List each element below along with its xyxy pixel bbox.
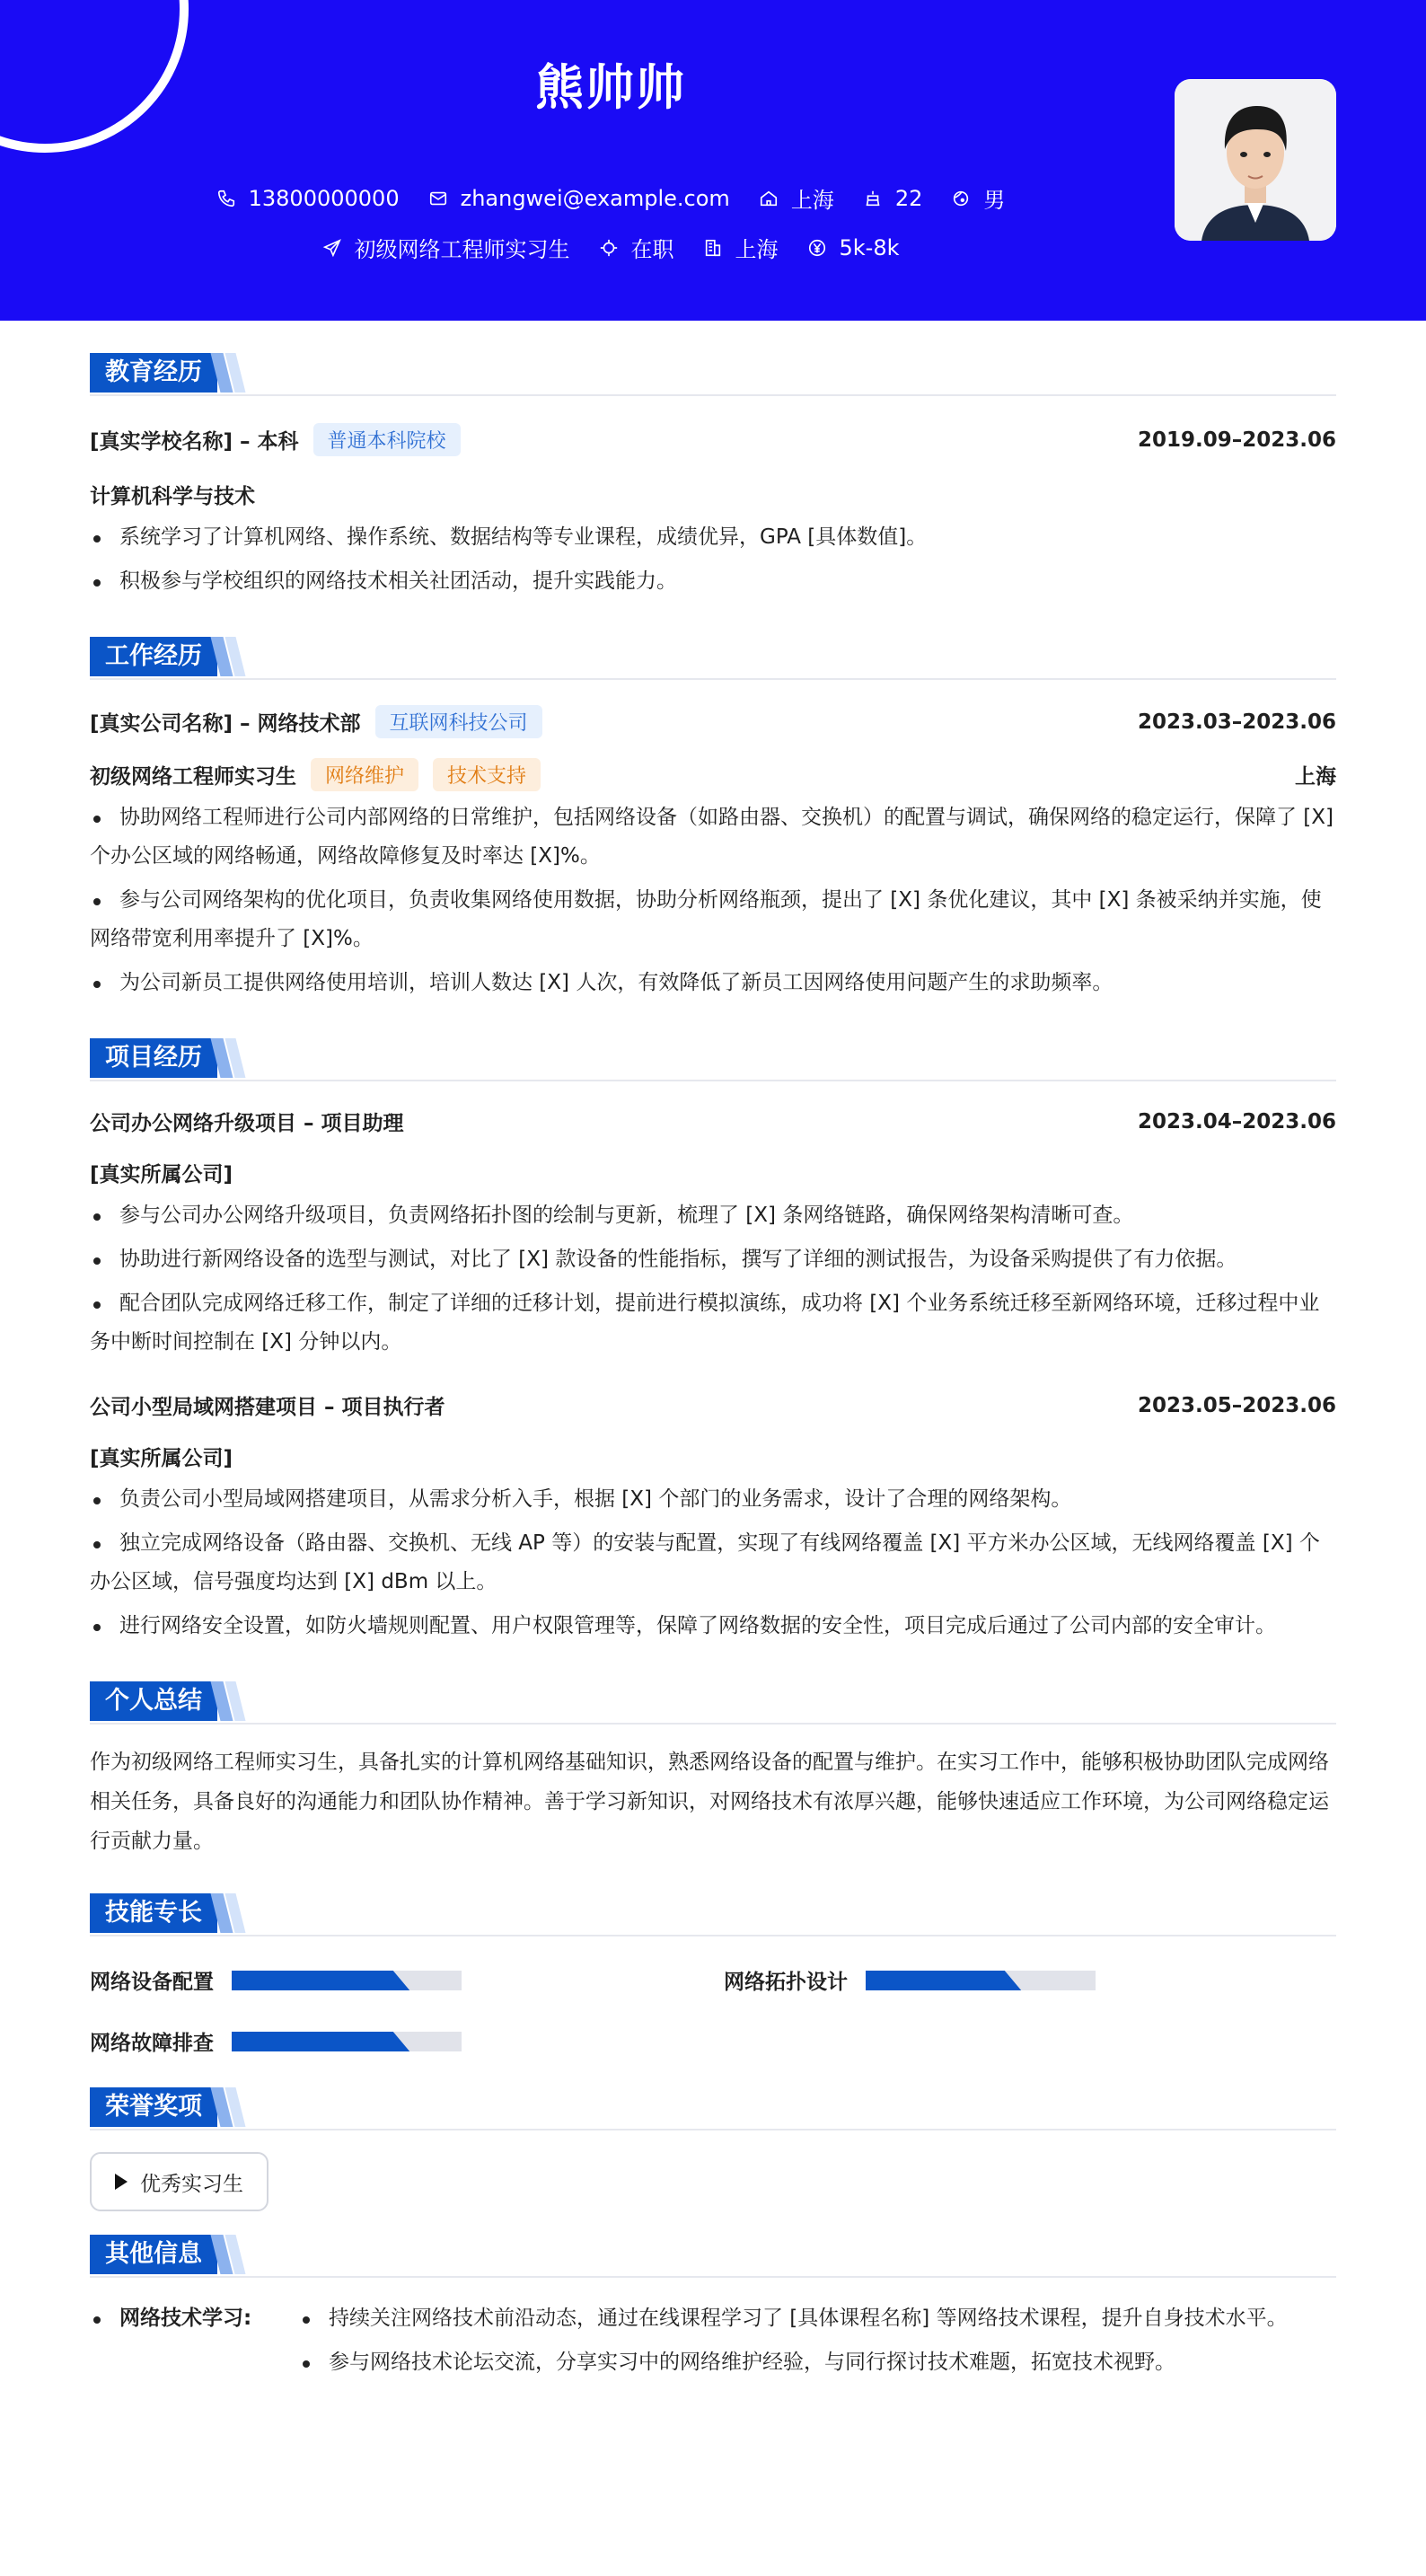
project-name: 公司办公网络升级项目 – 项目助理 <box>90 1112 404 1135</box>
list-item: 参与公司网络架构的优化项目，负责收集网络使用数据，协助分析网络瓶颈，提出了 [X] 条优化建议，其中 [X] 条被采纳并实施，使网络带宽利用率提升了 [X]%。 <box>90 881 1336 958</box>
education-date: 2019.09–2023.06 <box>1137 428 1336 452</box>
section-work-title <box>90 637 1336 680</box>
position-title: 初级网络工程师实习生 <box>90 765 296 789</box>
education-header-row <box>90 423 1336 456</box>
section-education-title <box>90 353 1336 396</box>
salary-text: 5k-8k <box>839 234 900 260</box>
salary-item <box>807 235 900 260</box>
other-info-row <box>90 2299 1336 2382</box>
section-title-label: 其他信息 <box>90 2235 217 2274</box>
project-date: 2023.05–2023.06 <box>1137 1393 1336 1417</box>
building-icon <box>703 238 723 258</box>
contact-row <box>0 182 1221 214</box>
skill-bar <box>232 1971 462 1990</box>
skill-bar <box>232 2032 462 2051</box>
age-text: 22 <box>894 185 923 211</box>
candidate-name: 熊帅帅 <box>535 59 686 116</box>
avatar <box>1175 79 1336 241</box>
yuan-icon <box>807 238 827 258</box>
skill-bar-fill <box>232 1971 392 1990</box>
list-item: 进行网络安全设置，如防火墙规则配置、用户权限管理等，保障了网络数据的安全性，项目完成后通过了公司内部的安全审计。 <box>90 1607 1336 1645</box>
mail-icon <box>428 189 448 208</box>
work-city-text: 上海 <box>735 237 779 262</box>
honor-award-chip <box>90 2152 268 2211</box>
work-bullets <box>90 798 1336 1002</box>
project-date: 2023.04–2023.06 <box>1137 1109 1336 1134</box>
section-title-label: 荣誉奖项 <box>90 2087 217 2127</box>
list-item: 协助进行新网络设备的选型与测试，对比了 [X] 款设备的性能指标，撰写了详细的测试报告，为设备采购提供了有力依据。 <box>90 1240 1336 1279</box>
section-other-title <box>90 2235 1336 2278</box>
list-item: 参与公司办公网络升级项目，负责网络拓扑图的绘制与更新，梳理了 [X] 条网络链路，确保网络架构清晰可查。 <box>90 1196 1336 1235</box>
phone-item <box>216 186 400 211</box>
project-name: 公司小型局域网搭建项目 – 项目执行者 <box>90 1396 445 1419</box>
project-company: [真实所属公司] <box>90 1163 233 1187</box>
summary-text: 作为初级网络工程师实习生，具备扎实的计算机网络基础知识，熟悉网络设备的配置与维护。在实习工作中，能够积极协助团队完成网络相关任务，具备良好的沟通能力和团队协作精神。善于学习新知识，对网络技术有浓厚兴趣，能够快速适应工作环境，为公司网络稳定运行贡献力量。 <box>90 1751 1329 1853</box>
play-icon <box>115 2174 128 2190</box>
job-text: 初级网络工程师实习生 <box>354 237 570 262</box>
skill-bar-fill <box>866 1971 1004 1990</box>
job-item <box>322 232 570 263</box>
company-name: [真实公司名称] – 网络技术部 <box>90 712 361 736</box>
school-type-badge: 普通本科院校 <box>313 423 461 456</box>
honor-name: 优秀实习生 <box>140 2172 243 2196</box>
school-name: [真实学校名称] – 本科 <box>90 430 299 454</box>
company-type-badge: 互联网科技公司 <box>375 705 542 738</box>
status-item <box>599 232 674 263</box>
status-text: 在职 <box>630 237 674 262</box>
skill-item <box>90 1965 462 1995</box>
list-item: 积极参与学校组织的网络技术相关社团活动，提升实践能力。 <box>90 562 1336 601</box>
section-title-label: 技能专长 <box>90 1893 217 1933</box>
tag-badge: 技术支持 <box>433 758 541 791</box>
skill-name: 网络拓扑设计 <box>724 1971 848 1994</box>
list-item: 持续关注网络技术前沿动态，通过在线课程学习了 [具体课程名称] 等网络技术课程，提升自身技术水平。 <box>299 2299 1288 2338</box>
email-text: zhangwei@example.com <box>460 185 730 211</box>
section-projects-title <box>90 1038 1336 1081</box>
status-icon <box>599 238 619 258</box>
email-item <box>428 186 730 211</box>
age-item <box>863 186 923 211</box>
project-header-row <box>90 1390 1336 1420</box>
skill-bar-fill <box>232 2032 392 2051</box>
list-item: 独立完成网络设备（路由器、交换机、无线 AP 等）的安装与配置，实现了有线网络覆盖 [X] 平方米办公区域，无线网络覆盖 [X] 个办公区域，信号强度均达到 [X] dBm 以上。 <box>90 1524 1336 1601</box>
education-bullets <box>90 518 1336 601</box>
tag-badge: 网络维护 <box>311 758 418 791</box>
list-item: 参与网络技术论坛交流，分享实习中的网络维护经验，与同行探讨技术难题，拓宽技术视野。 <box>299 2343 1288 2382</box>
skill-name: 网络设备配置 <box>90 1971 214 1994</box>
gender-icon <box>951 189 971 208</box>
resume-body <box>90 321 1336 2382</box>
other-info-bullets <box>299 2294 1288 2382</box>
city-item <box>759 182 834 214</box>
skill-name: 网络故障排查 <box>90 2032 214 2055</box>
skill-item <box>724 1965 1096 1995</box>
phone-text: 13800000000 <box>248 185 400 211</box>
section-title-label: 项目经历 <box>90 1038 217 1078</box>
work-position-row <box>90 758 1336 791</box>
age-icon <box>863 189 883 208</box>
skills-grid <box>90 1936 1336 2062</box>
list-item: 协助网络工程师进行公司内部网络的日常维护，包括网络设备（如路由器、交换机）的配置与调试，确保网络的稳定运行，保障了 [X] 个办公区域的网络畅通，网络故障修复及时率达 [X]%。 <box>90 798 1336 876</box>
section-title-label: 教育经历 <box>90 353 217 393</box>
job-row <box>0 232 1221 263</box>
project-company: [真实所属公司] <box>90 1447 233 1470</box>
other-info-label: 网络技术学习: <box>90 2299 299 2382</box>
send-icon <box>322 238 342 258</box>
section-honors-title <box>90 2087 1336 2130</box>
gender-item <box>951 182 1005 214</box>
section-summary-title <box>90 1681 1336 1725</box>
city-text: 上海 <box>790 188 834 213</box>
resume-header <box>0 0 1426 321</box>
project-bullets <box>90 1196 1336 1362</box>
project-bullets <box>90 1480 1336 1645</box>
phone-icon <box>216 189 236 208</box>
home-icon <box>759 189 779 208</box>
skill-item <box>90 2026 462 2056</box>
section-title-label: 工作经历 <box>90 637 217 676</box>
list-item: 系统学习了计算机网络、操作系统、数据结构等专业课程，成绩优异，GPA [具体数值]。 <box>90 518 1336 557</box>
list-item: 负责公司小型局域网搭建项目，从需求分析入手，根据 [X] 个部门的业务需求，设计了合理的网络架构。 <box>90 1480 1336 1519</box>
project-header-row <box>90 1107 1336 1136</box>
section-title-label: 个人总结 <box>90 1681 217 1721</box>
list-item: 配合团队完成网络迁移工作，制定了详细的迁移计划，提前进行模拟演练，成功将 [X] 个业务系统迁移至新网络环境，迁移过程中业务中断时间控制在 [X] 分钟以内。 <box>90 1284 1336 1362</box>
gender-text: 男 <box>983 188 1006 213</box>
skill-bar <box>866 1971 1096 1990</box>
work-location: 上海 <box>1295 765 1336 789</box>
major: 计算机科学与技术 <box>90 485 255 508</box>
section-skills-title <box>90 1893 1336 1936</box>
work-city-item <box>703 232 779 263</box>
list-item: 为公司新员工提供网络使用培训，培训人数达 [X] 人次，有效降低了新员工因网络使用问题产生的求助频率。 <box>90 964 1336 1002</box>
work-date: 2023.03–2023.06 <box>1137 710 1336 734</box>
work-header-row <box>90 705 1336 738</box>
